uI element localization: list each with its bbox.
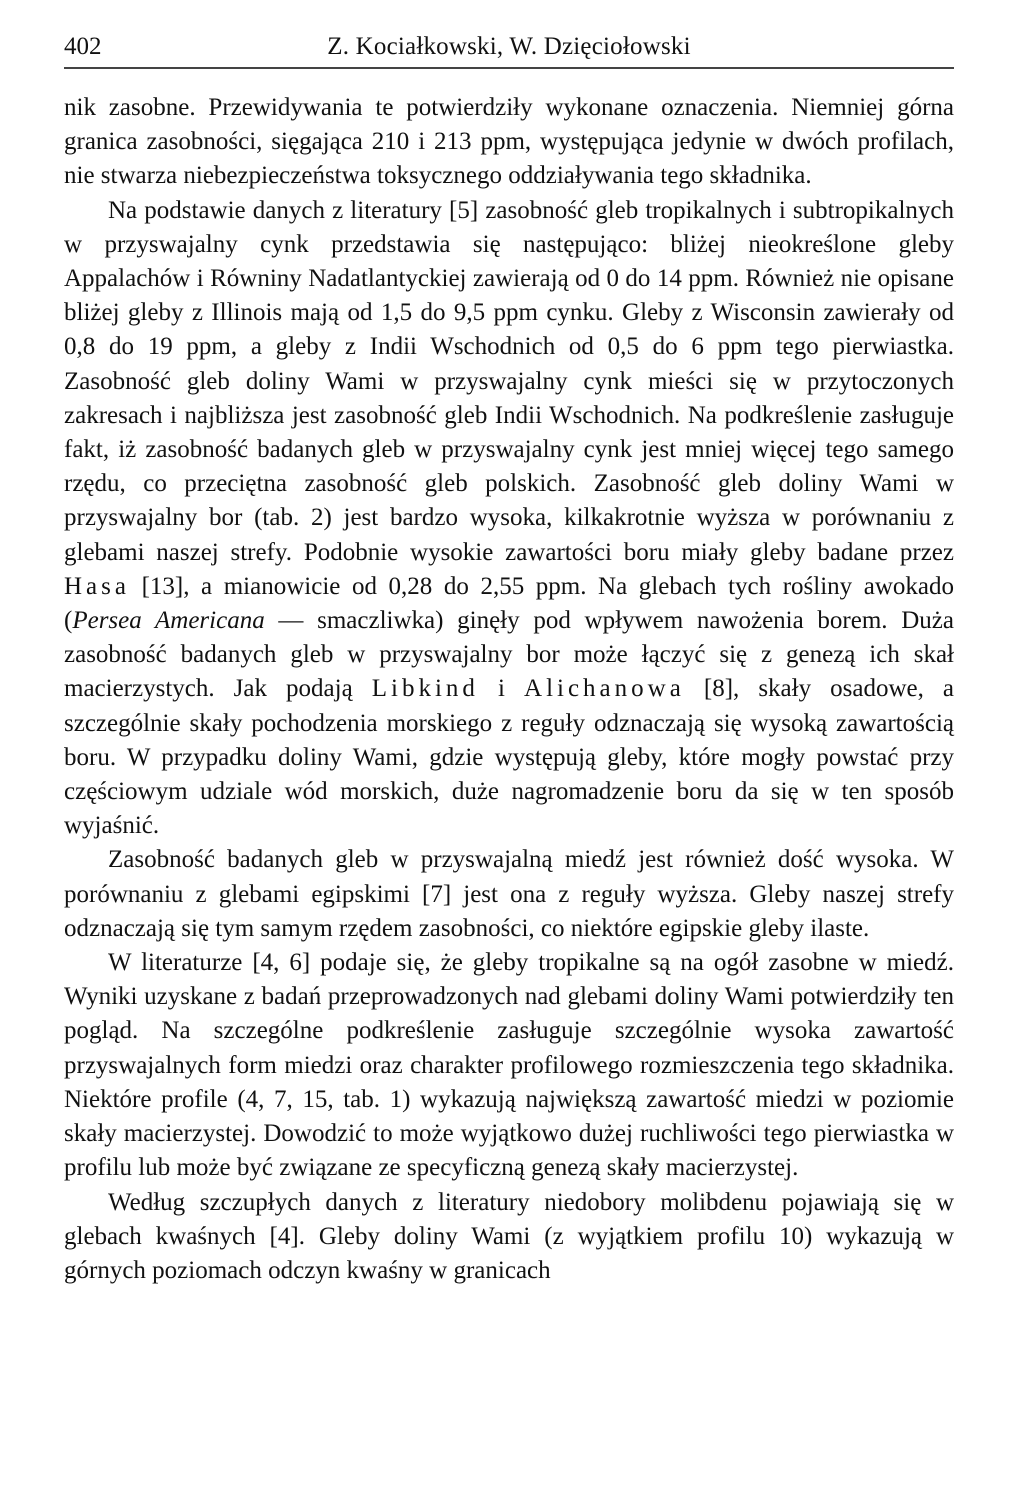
paragraph-continued: nik zasobne. Przewidywania te potwierdziły wykonane oznaczenia. Niemniej górna granica zasobności, sięgająca 210 i 213 ppm, występująca jedynie w dwóch profilach, nie stwarza niebezpieczeństwa toksycznego oddziaływania tego składnika. xyxy=(64,94,954,190)
species-name: Persea Americana xyxy=(72,607,265,635)
paragraph-copper-2: W literaturze [4, 6] podaje się, że gleby tropikalne są na ogół zasobne w miedź. Wyniki uzyskane z badań przeprowadzonych nad glebami doliny Wami potwierdziły ten pogląd. Na szczególne podkreślenie zasługuje szczególnie wysoka zawartość przyswajalnych form miedzi oraz charakter profilowego rozmieszczenia tego składnika. Niektóre profile (4, 7, 15, tab. 1) wykazują największą zawartość miedzi w poziomie skały macierzystej. Dowodzić to może wyjątkowo dużej ruchliwości tego pierwiastka w profilu lub może być związane ze specyficzną genezą skały macierzystej. xyxy=(64,949,954,1182)
page-number: 402 xyxy=(64,33,102,60)
text-segment: [13], a mianowicie od 0,28 do 2,55 ppm. Na glebach tych rośliny awokado ( xyxy=(64,572,955,635)
running-title-authors: Z. Kociałkowski, W. Dzięciołowski xyxy=(327,33,691,60)
author-name-alichanowa: Alichanowa xyxy=(524,675,685,703)
paragraph-molybdenum: Według szczupłych danych z literatury niedobory molibdenu pojawiają się w glebach kwaśnych [4]. Gleby doliny Wami (z wyjątkiem profilu 10) wykazują w górnych poziomach odczyn kwaśny w granicach xyxy=(64,1188,954,1284)
text-segment: [8], skały osadowe, a szczególnie skały pochodzenia morskiego z reguły odznaczają się wysoką zawartością boru. W przypadku doliny Wami, gdzie występują gleby, które mogły powstać przy częściowym udziale wód morskich, duże nagromadzenie boru da się w ten sposób wyjaśnić. xyxy=(64,675,955,840)
author-name-libkind: Libkind xyxy=(371,675,479,703)
paragraph-zinc-boron xyxy=(64,194,954,844)
body-text xyxy=(64,91,954,1288)
text-segment: Na podstawie danych z literatury [5] zasobność gleb tropikalnych i subtropikalnych w przyswajalny cynk przedstawia się następująco: bliżej nieokreślone gleby Appalachów i Równiny Nadatlantyckiej zawierają od 0 do 14 ppm. Również nie opisane bliżej gleby z Illinois mają od 1,5 do 9,5 ppm cynku. Gleby z Wisconsin zawierały od 0,8 do 19 ppm, a gleby z Indii Wschodnich od 0,5 do 6 ppm tego pierwiastka. Zasobność gleb doliny Wami w przyswajalny cynk mieści się w przytoczonych zakresach i najbliższa jest zasobność gleb Indii Wschodnich. Na podkreślenie zasługuje fakt, iż zasobność badanych gleb w przyswajalny cynk jest mniej więcej tego samego rzędu, co przeciętna zasobność gleb polskich. Zasobność gleb doliny Wami w przyswajalny bor (tab. 2) jest bardzo wysoka, kilkakrotnie wyższa w porównaniu z glebami naszej strefy. Podobnie wysokie zawartości boru miały gleby badane przez xyxy=(64,196,954,566)
text-segment: i xyxy=(498,675,505,703)
running-head xyxy=(64,30,954,70)
header-rule xyxy=(64,67,954,69)
author-name-hasa: Hasa xyxy=(64,572,130,600)
text-segment: — smaczliwka) ginęły pod wpływem nawożenia borem. Duża zasobność badanych gleb w przyswajalny bor może łączyć się z genezą ich skał macierzystych. Jak podają xyxy=(64,607,954,703)
paragraph-copper-1: Zasobność badanych gleb w przyswajalną miedź jest również dość wysoka. W porównaniu z glebami egipskimi [7] jest ona z reguły wyższa. Gleby naszej strefy odznaczają się tym samym rzędem zasobności, co niektóre egipskie gleby ilaste. xyxy=(64,846,954,942)
